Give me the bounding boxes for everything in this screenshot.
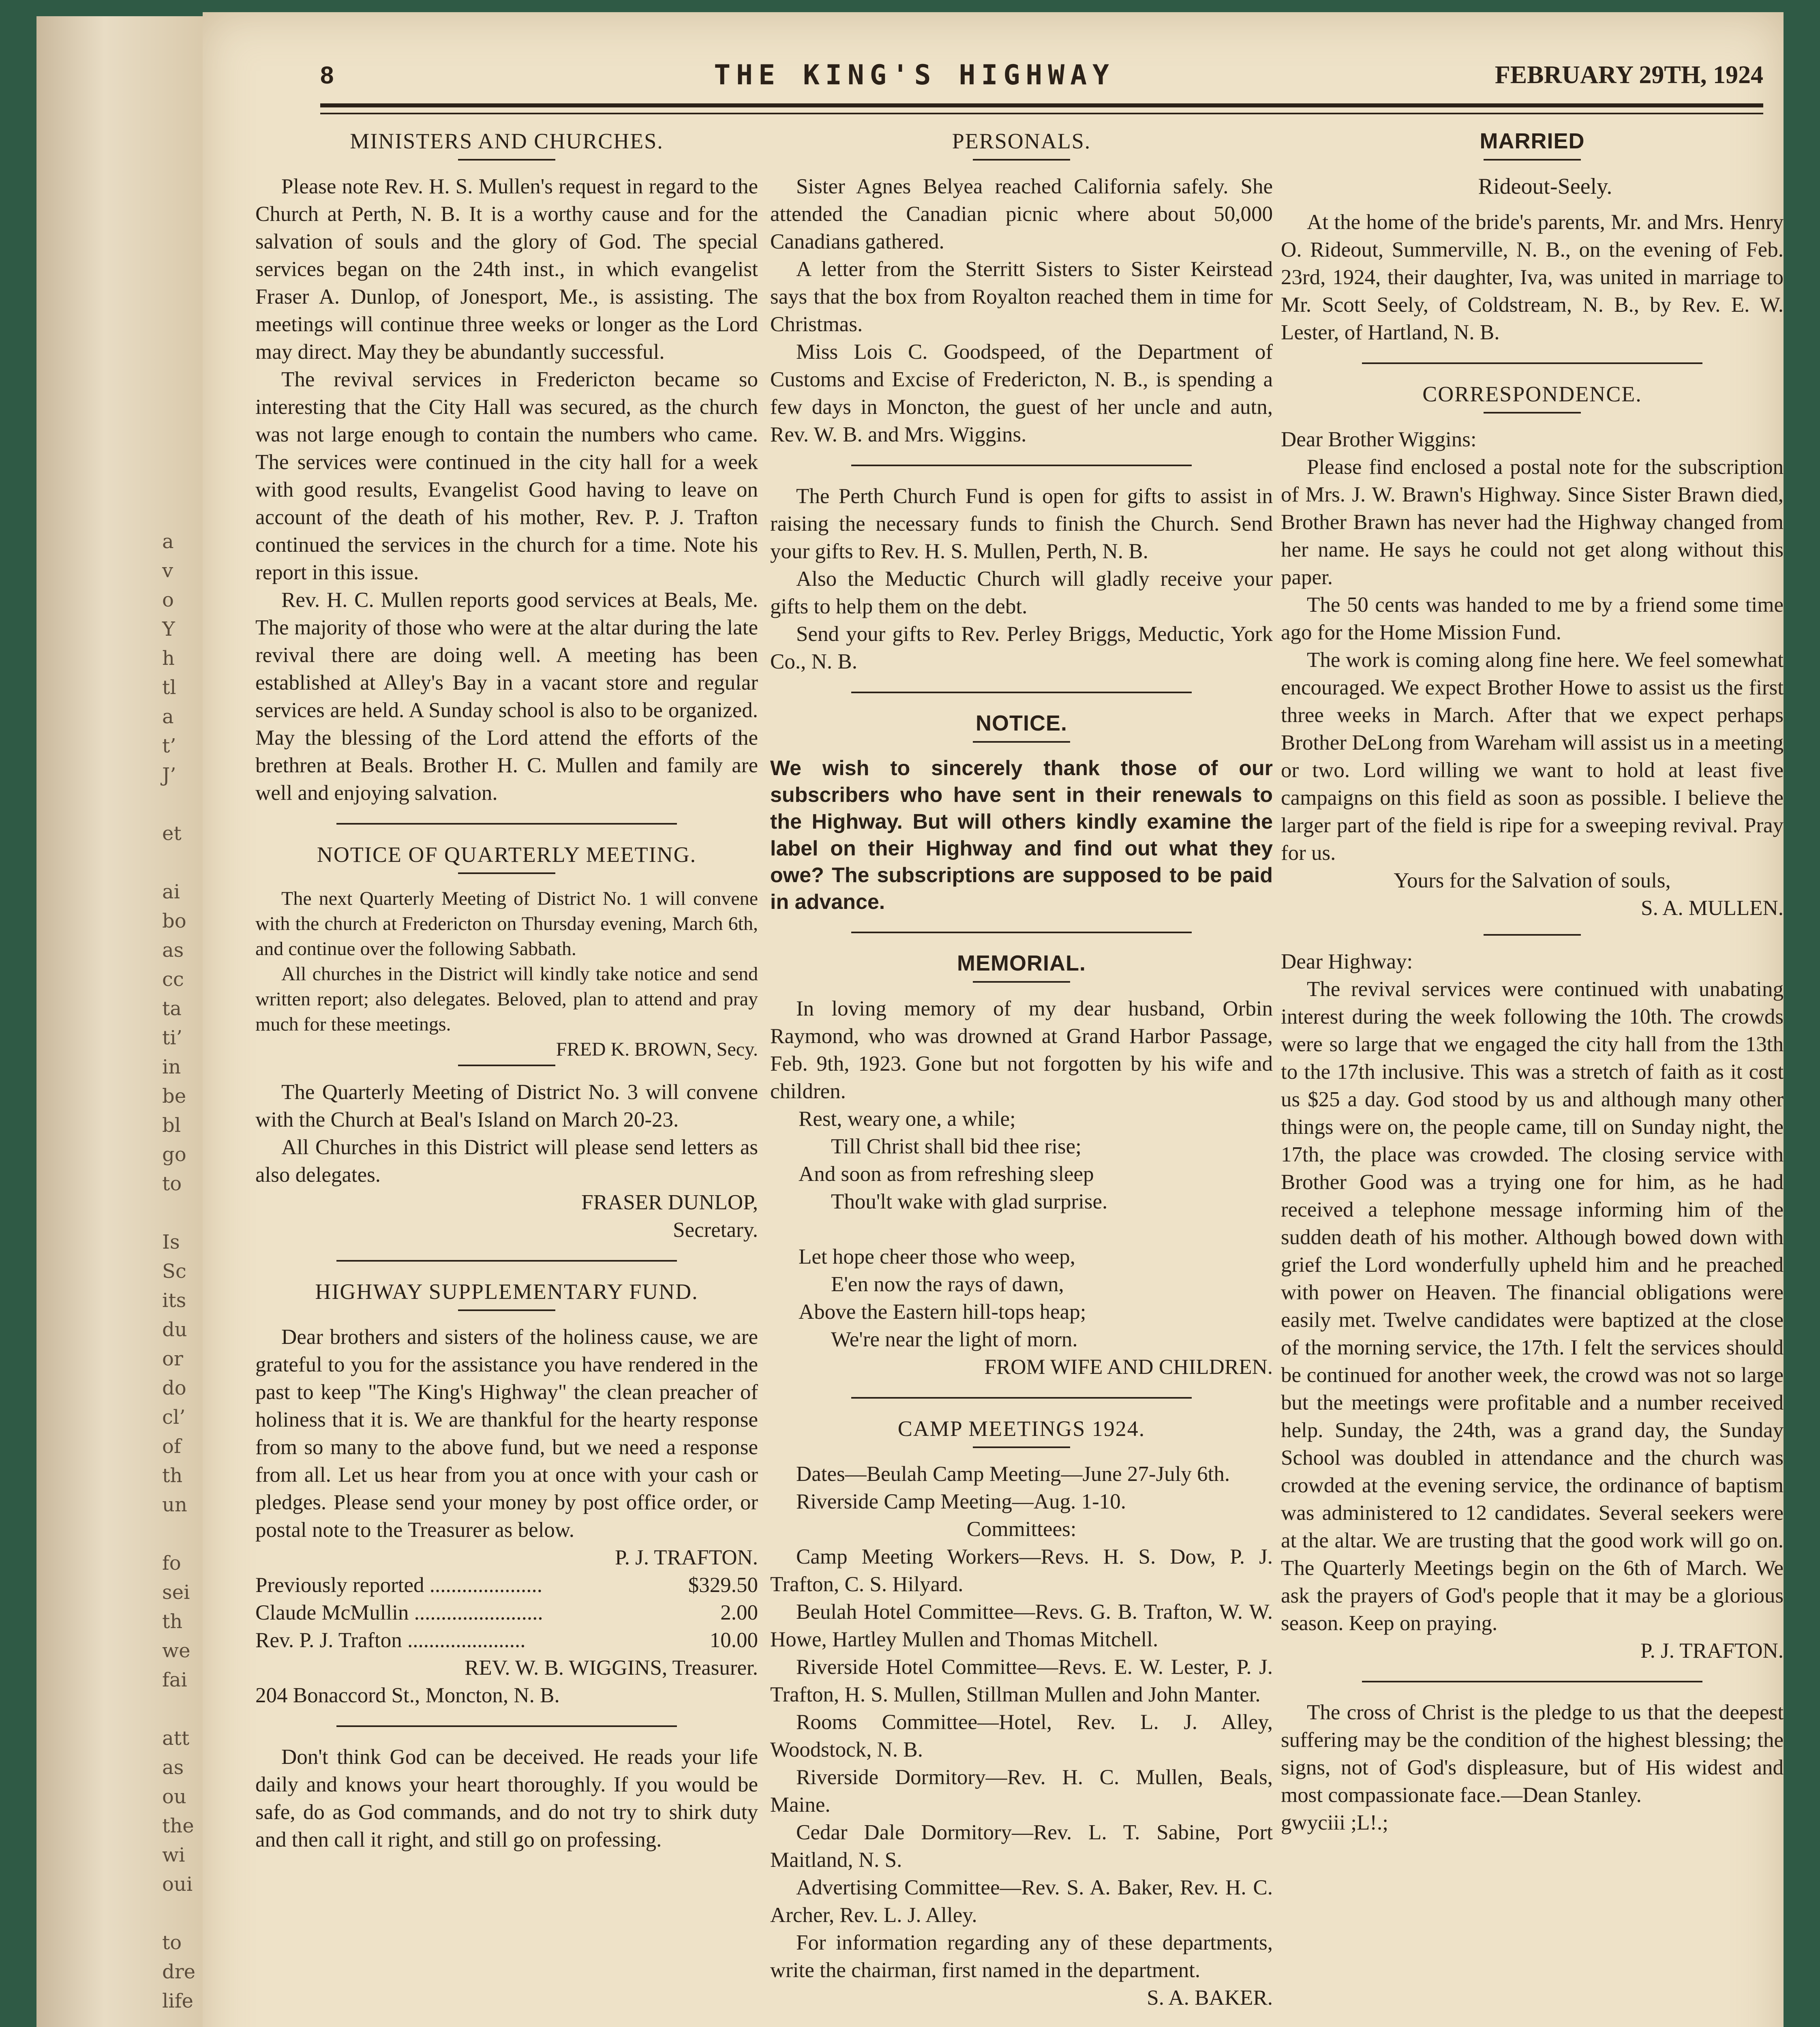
letter-signature: S. A. MULLEN. (1641, 896, 1784, 920)
divider (458, 159, 555, 161)
letter-salutation: Dear Highway: (1281, 950, 1413, 973)
margin-fragment: dre (162, 1961, 196, 1983)
ministers-heading: MINISTERS AND CHURCHES. (350, 129, 664, 153)
verse-line: We're near the light of morn. (831, 1328, 1078, 1351)
fund-paragraph: Dear brothers and sisters of the holiness cause, we are grateful to you for the assistance you have rendered in the past to keep "The King's Highway" the clean preacher of holiness that it is. We are thankful for the hearty response from so many to the above fund, but we need a response from all. Let us hear from you at once with your cash or pledges. Please send your money by post office order, or postal note to the Treasurer as below. (255, 1325, 758, 1542)
quarterly-paragraph: The Quarterly Meeting of District No. 3 will convene with the Church at Beal's Island on March 20-23. (255, 1080, 758, 1131)
verse-line (770, 1215, 1273, 1243)
camp-paragraph: For information regarding any of these departments, write the chairman, first named in the department. (770, 1931, 1273, 1982)
divider (336, 823, 677, 825)
margin-fragment: go (162, 1143, 186, 1166)
margin-fragment: Sc (162, 1260, 186, 1283)
camp-paragraph: Beulah Hotel Committee—Revs. G. B. Trafton, W. W. Howe, Hartley Mullen and Thomas Mitchell. (770, 1600, 1273, 1651)
married-heading: MARRIED (1480, 129, 1585, 153)
margin-fragment: to (162, 1172, 182, 1195)
divider (1484, 159, 1581, 161)
margin-fragment: Is (162, 1231, 180, 1253)
newspaper-page (203, 12, 1784, 2027)
camp-paragraph: Dates—Beulah Camp Meeting—June 27-July 6th. (796, 1462, 1230, 1486)
header-rule-thick (320, 103, 1763, 107)
page-header (320, 51, 1763, 99)
ledger-label: Rev. P. J. Trafton ...................... (255, 1628, 526, 1652)
margin-fragment: v (162, 559, 173, 582)
margin-fragment: in (162, 1056, 181, 1078)
divider (1484, 934, 1581, 936)
camp-paragraph: Advertising Committee—Rev. S. A. Baker, Rev. H. C. Archer, Rev. L. J. Alley. (770, 1876, 1273, 1927)
ledger-row (255, 1599, 758, 1626)
margin-fragment: life (162, 1990, 193, 2012)
divider (1362, 362, 1702, 364)
margin-fragment: cc (162, 968, 184, 991)
margin-fragment: du (162, 1318, 187, 1341)
letter-closing: Yours for the Salvation of souls, (1394, 869, 1671, 892)
divider (851, 465, 1192, 466)
margin-fragment: ti’ (162, 1026, 182, 1049)
married-subheading: Rideout-Seely. (1478, 174, 1612, 199)
margin-fragment: th (162, 1610, 183, 1633)
ledger-amount: 2.00 (720, 1601, 758, 1624)
correspondence-heading: CORRESPONDENCE. (1422, 382, 1642, 406)
memorial-heading: MEMORIAL. (957, 951, 1086, 975)
divider (973, 741, 1070, 743)
margin-fragment: its (162, 1289, 186, 1312)
verse-line: Thou'lt wake with glad surprise. (831, 1190, 1108, 1213)
ministers-paragraph: Rev. H. C. Mullen reports good services at Beals, Me. The majority of those who were at the altar during the late revival there are doing well. A meeting has been established at Alley's Bay in a vacant store and regular services are held. A Sunday school is also to be organized. May the blessing of the Lord attend the efforts of the brethren at Beals. Brother H. C. Mullen and family are well and enjoying salvation. (255, 588, 758, 805)
letter-paragraph: Please find enclosed a postal note for the subscription of Mrs. J. W. Brawn's Highway. Since Sister Brawn died, Brother Brawn has never had the Highway changed from her name. He says he could not get along without this paper. (1281, 455, 1784, 589)
notice-body: We wish to sincerely thank those of our subscribers who have sent in their renewals to the Highway. But will others kindly examine the label on their Highway and find out what they owe? The subscriptions are supposed to be paid in advance. (770, 756, 1273, 914)
divider (1484, 412, 1581, 414)
quarterly-signature: Secretary. (673, 1218, 758, 1242)
verse-line: Let hope cheer those who weep, (799, 1245, 1075, 1268)
quarterly-paragraph: All Churches in this District will please send letters as also delegates. (255, 1136, 758, 1187)
committees-label: Committees: (966, 1517, 1077, 1541)
margin-fragment: J’ (162, 764, 176, 786)
personals-paragraph: Miss Lois C. Goodspeed, of the Department of Customs and Excise of Fredericton, N. B., is spending a few days in Moncton, the guest of her uncle and autn, Rev. W. B. and Mrs. Wiggins. (770, 340, 1273, 446)
margin-fragment: a (162, 705, 174, 728)
verse-line: E'en now the rays of dawn, (831, 1273, 1064, 1296)
margin-fragment: h (162, 647, 175, 670)
fund-heading: HIGHWAY SUPPLEMENTARY FUND. (315, 1279, 698, 1304)
divider (973, 981, 1070, 983)
margin-fragment: cl’ (162, 1406, 186, 1429)
divider (458, 1309, 555, 1311)
stray-text: gwyciii ;L!.; (1281, 1811, 1388, 1834)
margin-fragment (162, 1695, 207, 1724)
camp-paragraph: Rooms Committee—Hotel, Rev. L. J. Alley, Woodstock, N. B. (770, 1710, 1273, 1761)
quarterly-paragraph: The next Quarterly Meeting of District No. 1 will convene with the church at Fredericton on Thursday evening, March 6th, and continue over the following Sabbath. (255, 888, 758, 960)
divider (851, 692, 1192, 693)
letter-signature: P. J. TRAFTON. (1640, 1639, 1784, 1663)
divider (1362, 1681, 1702, 1682)
margin-fragment: bo (162, 910, 186, 932)
margin-fragment (162, 1519, 207, 1549)
margin-fragment: be (162, 1085, 186, 1108)
margin-fragment: we (162, 1639, 191, 1662)
camp-signature: S. A. BAKER. (1147, 1986, 1273, 2010)
margin-fragment: sei (162, 1581, 190, 1604)
camp-paragraph: Riverside Hotel Committee—Revs. E. W. Lester, P. J. Trafton, H. S. Mullen, Stillman Mullen and John Manter. (770, 1655, 1273, 1706)
margin-fragment: Y (162, 618, 175, 641)
margin-fragment: as (162, 1756, 184, 1779)
margin-fragment: o (162, 589, 174, 611)
margin-fragment: bl (162, 1114, 181, 1137)
letter-paragraph: The revival services were continued with unabating interest during the week following the 10th. The crowds were so large that we engaged the city hall from the 13th to the 17th inclusive. This was a stretch of faith as it cost us $25 a day. God stood by us and although many other things were on, the people came, till on Sunday night, the 17th, the place was crowded. The closing service with Brother Good was a trying one for him, as he had received a telephone message informing him of the sudden death of his mother. Although bowed down with grief the Lord wonderfully upheld him and he preached with power on Heaven. The financial obligations were easily met. Twelve candidates were baptized at the close of the morning service, the 17th. I felt the services should be continued for another week, the crowd was not so large but the meetings were profitable and a number received help. Sunday, the 24th, was a grand day, the Sunday School was doubled in attendance and the church was crowded at the evening service, the ordinance of baptism was administered to 12 candidates. Several seekers were at the altar. We are trusting that the good work will go on. The Quarterly Meetings begin on the 6th of March. We ask the prayers of God's people that it may be a glorious season. Keep on praying. (1281, 977, 1784, 1635)
masthead-title: THE KING'S HIGHWAY (714, 59, 1115, 91)
issue-date: FEBRUARY 29TH, 1924 (1495, 61, 1763, 89)
margin-fragment: t’ (162, 735, 176, 757)
margin-fragment: as (162, 939, 184, 962)
divider (973, 1446, 1070, 1448)
camp-paragraph: Riverside Dormitory—Rev. H. C. Mullen, Beals, Maine. (770, 1766, 1273, 1817)
married-paragraph: At the home of the bride's parents, Mr. and Mrs. Henry O. Rideout, Summerville, N. B., on the evening of Feb. 23rd, 1924, their daughter, Iva, was united in marriage to Mr. Scott Seely, of Coldstream, N. B., by Rev. E. W. Lester, of Hartland, N. B. (1281, 210, 1784, 344)
margin-fragment: th (162, 1464, 183, 1487)
margin-fragment: un (162, 1493, 187, 1516)
perth-fund-paragraph: Send your gifts to Rev. Perley Briggs, Meductic, York Co., N. B. (770, 622, 1273, 673)
column-left (255, 122, 758, 2027)
quarterly-signature: FRASER DUNLOP, (581, 1191, 758, 1214)
ministers-paragraph: The revival services in Fredericton became so interesting that the City Hall was secured, as the church was not large enough to contain the numbers who came. The services were continued in the city hall for a week with good results, Evangelist Good having to leave on account of the death of his mother, Rev. P. J. Trafton continued the services in the church for a time. Note his report in this issue. (255, 368, 758, 584)
letter-paragraph: The 50 cents was handed to me by a friend some time ago for the Home Mission Fund. (1281, 593, 1784, 644)
personals-paragraph: Sister Agnes Belyea reached California safely. She attended the Canadian picnic where about 50,000 Canadians gathered. (770, 175, 1273, 253)
margin-fragment: do (162, 1377, 186, 1399)
ministers-paragraph: Please note Rev. H. S. Mullen's request in regard to the Church at Perth, N. B. It is a worthy cause and for the salvation of souls and the glory of God. The special services began on the 24th inst., in which evangelist Fraser A. Dunlop, of Jonesport, Me., is assisting. The meetings will continue three weeks or longer as the Lord may direct. May they be abundantly successful. (255, 175, 758, 364)
margin-fragment: wi (162, 1844, 185, 1866)
divider (851, 1397, 1192, 1399)
margin-fragment: fai (162, 1669, 187, 1691)
previous-page-fragments (162, 527, 207, 2027)
page-number: 8 (320, 61, 334, 89)
quarterly-paragraph: All churches in the District will kindly take notice and send written report; also delegates. Beloved, plan to attend and pray much for these meetings. (255, 963, 758, 1035)
column-middle (770, 122, 1273, 2027)
memorial-paragraph: In loving memory of my dear husband, Orbin Raymond, who was drowned at Grand Harbor Passage, Feb. 9th, 1923. Gone but not forgotten by his wife and children. (770, 997, 1273, 1103)
margin-fragment: of (162, 1435, 181, 1458)
memorial-signature: FROM WIFE AND CHILDREN. (984, 1355, 1273, 1379)
margin-fragment (162, 1899, 207, 1928)
quote-paragraph: The cross of Christ is the pledge to us that the deepest suffering may be the condition of the highest blessing; the signs, not of God's displeasure, but of His widest and most compassionate face.—Dean Stanley. (1281, 1701, 1784, 1807)
margin-fragment: oui (162, 1873, 193, 1896)
personals-paragraph: A letter from the Sterritt Sisters to Sister Keirstead says that the box from Royalton reached them in time for Christmas. (770, 257, 1273, 336)
ledger-amount: $329.50 (688, 1573, 758, 1597)
margin-fragment: ta (162, 997, 182, 1020)
verse-line: Rest, weary one, a while; (799, 1107, 1016, 1131)
ledger-label: Previously reported ..................... (255, 1573, 543, 1597)
column-right (1281, 122, 1784, 2027)
margin-fragment: tl (162, 676, 176, 699)
verse-line: Above the Eastern hill-tops heap; (799, 1300, 1086, 1324)
letter-salutation: Dear Brother Wiggins: (1281, 428, 1477, 451)
margin-fragment: to (162, 1931, 182, 1954)
ledger-row (255, 1626, 758, 1654)
camp-paragraph: Camp Meeting Workers—Revs. H. S. Dow, P. J. Trafton, C. S. Hilyard. (770, 1545, 1273, 1596)
ledger-label: Claude McMullin ........................ (255, 1601, 543, 1624)
margin-fragment: ou (162, 1785, 186, 1808)
ledger-row (255, 1571, 758, 1599)
treasurer-address: 204 Bonaccord St., Moncton, N. B. (255, 1684, 560, 1707)
ledger-amount: 10.00 (709, 1628, 758, 1652)
quarterly-signature: FRED K. BROWN, Secy. (556, 1039, 758, 1060)
margin-fragment: a (162, 530, 174, 553)
divider (851, 932, 1192, 933)
notice-heading: NOTICE. (975, 711, 1067, 735)
camp-paragraph: Riverside Camp Meeting—Aug. 1-10. (796, 1490, 1126, 1513)
perth-fund-paragraph: Also the Meductic Church will gladly receive your gifts to help them on the debt. (770, 567, 1273, 618)
treasurer-line: REV. W. B. WIGGINS, Treasurer. (465, 1656, 758, 1680)
fund-signature: P. J. TRAFTON. (615, 1546, 758, 1569)
divider (458, 872, 555, 874)
camp-heading: CAMP MEETINGS 1924. (897, 1416, 1146, 1441)
margin-fragment (162, 848, 207, 877)
personals-heading: PERSONALS. (952, 129, 1091, 153)
margin-fragment: et (162, 822, 182, 845)
camp-paragraph: Cedar Dale Dormitory—Rev. L. T. Sabine, Port Maitland, N. S. (770, 1821, 1273, 1872)
divider (973, 159, 1070, 161)
divider (336, 1260, 677, 1262)
divider (336, 1725, 677, 1727)
margin-fragment: the (162, 1815, 194, 1837)
verse-line: And soon as from refreshing sleep (799, 1162, 1094, 1186)
margin-fragment: att (162, 1727, 190, 1750)
divider (458, 1065, 555, 1066)
margin-fragment: ai (162, 881, 180, 903)
closing-paragraph: Don't think God can be deceived. He reads your life daily and knows your heart thoroughly. If you would be safe, do as God commands, and do not try to shirk duty and then call it right, and still go on professing. (255, 1745, 758, 1851)
margin-fragment (162, 790, 207, 819)
letter-paragraph: The work is coming along fine here. We feel somewhat encouraged. We expect Brother Howe to assist us the first three weeks in March. After that we expect perhaps Brother DeLong from Wareham will assist us in a meeting or two. Lord willing we want to hold at least five campaigns on this field as soon as possible. I believe the larger part of the field is ripe for a sweeping revival. Pray for us. (1281, 648, 1784, 865)
margin-fragment (162, 1198, 207, 1228)
margin-fragment: or (162, 1348, 183, 1370)
margin-fragment: fo (162, 1552, 181, 1575)
quarterly-heading: NOTICE OF QUARTERLY MEETING. (317, 842, 697, 867)
header-rule-thin (320, 113, 1763, 114)
verse-line: Till Christ shall bid thee rise; (831, 1135, 1081, 1158)
perth-fund-paragraph: The Perth Church Fund is open for gifts to assist in raising the necessary funds to finish the Church. Send your gifts to Rev. H. S. Mullen, Perth, N. B. (770, 484, 1273, 563)
